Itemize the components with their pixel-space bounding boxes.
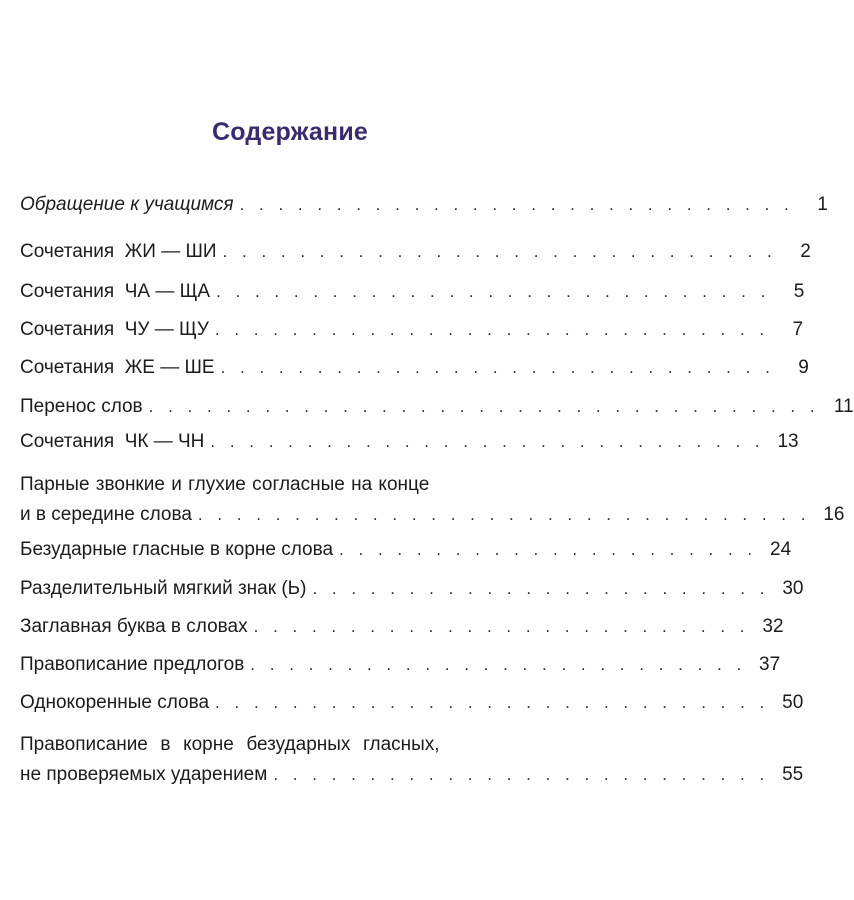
toc-page-number: 13 bbox=[777, 431, 799, 452]
dot-leader: . . . . . . . . . . . . . . . . . . . . . . . . . . . . . bbox=[222, 242, 777, 261]
toc-entry-title-line1: Парные звонкие и глухие согласные на конце bbox=[20, 474, 430, 495]
toc-page-number: 32 bbox=[762, 616, 784, 637]
dot-leader: . . . . . . . . . . . . . . . . . . . . . . . . . . . . . . . . bbox=[197, 505, 811, 524]
toc-entry-title: Разделительный мягкий знак (Ь) bbox=[20, 578, 307, 599]
toc-entry bbox=[20, 395, 854, 419]
toc-entry bbox=[20, 733, 804, 787]
dot-leader: . . . . . . . . . . . . . . . . . . . . . . . . . . . . . bbox=[216, 282, 771, 301]
toc-entry bbox=[20, 691, 804, 715]
toc-entry bbox=[20, 430, 799, 454]
toc-entry bbox=[20, 193, 828, 217]
toc-entry bbox=[20, 356, 809, 380]
toc-entry bbox=[20, 280, 805, 304]
toc-page-number: 16 bbox=[823, 504, 845, 525]
toc-entry-title: Безударные гласные в корне слова bbox=[20, 539, 334, 560]
toc-entry-title: Сочетания ЖИ — ШИ bbox=[20, 241, 217, 262]
toc-entry-title: и в середине слова bbox=[20, 504, 192, 525]
toc-entry-title: Правописание предлогов bbox=[20, 654, 245, 675]
toc-entry-title: Сочетания ЧК — ЧН bbox=[20, 431, 205, 452]
toc-page-number: 37 bbox=[759, 654, 781, 675]
toc-entry bbox=[20, 615, 784, 639]
toc-entry-title: не проверяемых ударением bbox=[20, 764, 268, 785]
toc-entry-title-line1: Правописание в корне безударных гласных, bbox=[20, 734, 440, 755]
dot-leader: . . . . . . . . . . . . . . . . . . . . . . . . . . . . . . . . . . . bbox=[148, 397, 820, 416]
toc-page-number: 7 bbox=[792, 319, 804, 340]
toc-entry bbox=[20, 653, 781, 677]
toc-entry-title: Однокоренные слова bbox=[20, 692, 210, 713]
toc-entry-title: Сочетания ЧА — ЩА bbox=[20, 281, 211, 302]
toc-page-number: 24 bbox=[770, 539, 792, 560]
dot-leader: . . . . . . . . . . . . . . . . . . . . . . . . . . . . . bbox=[210, 432, 765, 451]
toc-entry bbox=[20, 577, 804, 601]
toc-entry-title: Заглавная буква в словах bbox=[20, 616, 248, 637]
toc-page-number: 5 bbox=[793, 281, 805, 302]
toc-page-number: 55 bbox=[782, 764, 804, 785]
dot-leader: . . . . . . . . . . . . . . . . . . . . . . bbox=[339, 540, 758, 559]
dot-leader: . . . . . . . . . . . . . . . . . . . . . . . . . . . . . bbox=[215, 693, 770, 712]
toc-entry bbox=[20, 473, 845, 527]
dot-leader: . . . . . . . . . . . . . . . . . . . . . . . . . . bbox=[253, 617, 750, 636]
dot-leader: . . . . . . . . . . . . . . . . . . . . . . . . . . . . . bbox=[220, 358, 775, 377]
toc-entry bbox=[20, 538, 792, 562]
dot-leader: . . . . . . . . . . . . . . . . . . . . . . . . . . . . . bbox=[239, 195, 794, 214]
page-title: Содержание bbox=[211, 118, 369, 146]
toc-page-number: 11 bbox=[833, 396, 854, 417]
toc-entry-title: Перенос слов bbox=[20, 396, 143, 417]
dot-leader: . . . . . . . . . . . . . . . . . . . . . . . . . . bbox=[250, 655, 747, 674]
toc-page-number: 50 bbox=[782, 692, 804, 713]
toc-entry bbox=[20, 240, 811, 264]
toc-entry-title: Обращение к учащимся bbox=[20, 194, 234, 215]
toc-page-number: 30 bbox=[782, 578, 804, 599]
dot-leader: . . . . . . . . . . . . . . . . . . . . . . . . . . bbox=[273, 765, 770, 784]
toc-entry-title: Сочетания ЖЕ — ШЕ bbox=[20, 357, 215, 378]
dot-leader: . . . . . . . . . . . . . . . . . . . . . . . . . . . . . bbox=[214, 320, 770, 339]
toc-entry-title: Сочетания ЧУ — ЩУ bbox=[20, 319, 209, 340]
toc-page-number: 1 bbox=[817, 194, 828, 215]
toc-page-number: 9 bbox=[798, 357, 809, 378]
toc-page-number: 2 bbox=[800, 241, 811, 262]
dot-leader: . . . . . . . . . . . . . . . . . . . . . . . . bbox=[312, 579, 770, 598]
toc-entry bbox=[20, 318, 804, 342]
